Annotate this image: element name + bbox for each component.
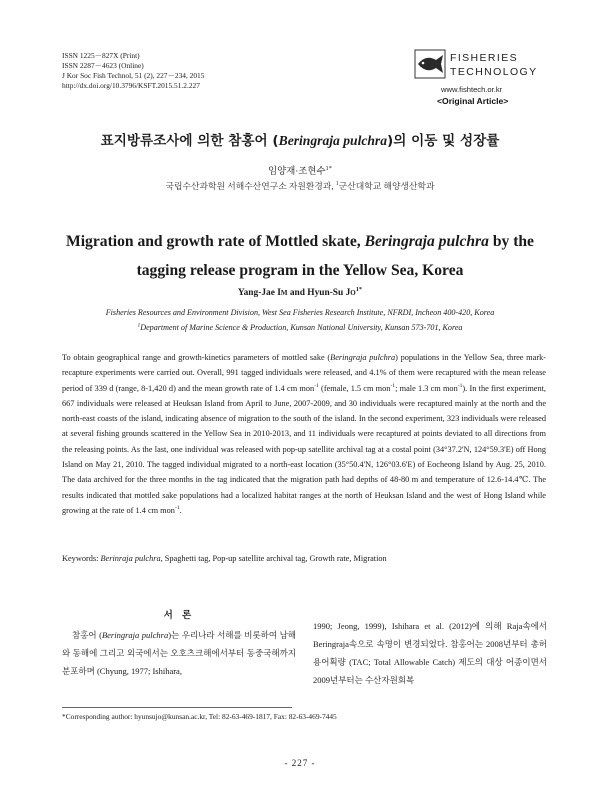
intro-p1-pre: 참홍어 ( <box>72 630 102 640</box>
english-author-2-sup: 1* <box>355 285 363 293</box>
korean-authors <box>0 163 600 177</box>
abstract <box>62 350 546 518</box>
korean-affiliations <box>0 179 600 192</box>
english-author-1-given: Yang-Jae <box>237 288 278 298</box>
abstract-s4: ; male 1.3 cm mon <box>395 383 458 393</box>
abstract-species: Beringraja pulchra <box>330 353 396 362</box>
intro-heading: 서 론 <box>163 610 195 621</box>
korean-aff-2-sup: 1 <box>335 181 339 188</box>
doi-link[interactable]: http://dx.doi.org/10.3796/KSFT.2015.51.2.227 <box>62 81 200 90</box>
keywords-label: Keywords: <box>62 554 101 563</box>
intro-right-column: 1990; Jeong, 1999), Ishihara et al. (2012)에 의해 Raja속에서 Beringraja속으로 속명이 변경되었다. 참홍어는 2008년부터 총허용어획량 (TAC; Total Allowable Catch) 제도의 대상 어종이면서 2009년부터는 수산자원회복 <box>313 621 547 685</box>
korean-title-post: )의 이동 및 성장률 <box>387 133 500 149</box>
abstract-s3: (female, 1.5 cm mon <box>318 383 391 393</box>
korean-title-pre: 표지방류조사에 의한 참홍어 ( <box>100 133 279 149</box>
korean-title <box>0 129 600 149</box>
keywords <box>62 554 546 563</box>
english-author-2-given: Hyun-Su <box>307 288 346 298</box>
author-separator: · <box>295 167 299 177</box>
keywords-species: Berinraja pulchra <box>100 554 161 563</box>
abstract-sup-d: -1 <box>174 505 180 512</box>
english-aff-2: Department of Marine Science & Production, Kunsan National University, Kunsan 573-701, Korea <box>140 323 463 332</box>
korean-author-2: 조현수 <box>298 167 326 177</box>
english-title <box>40 227 560 285</box>
intro-left-column <box>62 607 296 680</box>
english-author-1-family: Im <box>277 288 288 298</box>
journal-website[interactable]: www.fishtech.or.kr <box>441 85 503 94</box>
korean-title-species: Beringraja pulchra <box>278 133 388 148</box>
english-aff-2-line <box>0 320 600 335</box>
footnote: *Corresponding author: hyunsujo@kunsan.ac.kr, Tel: 82-63-469-1817, Fax: 82-63-469-7445 <box>62 712 337 721</box>
abstract-sup-b: -1 <box>390 382 396 389</box>
intro-paragraph-1 <box>62 626 296 680</box>
abstract-s1: To obtain geographical range and growth-kinetics parameters of mottled sake ( <box>62 353 331 362</box>
abstract-s5: ). In the first experiment, 667 individuals were released at Heuksan Island from April to June, 2007-2009, and 30 individuals were recaptured mainly at the north and the north-east coasts of the island, indicating absence of migration to the south of the island. In the second experiment, 323 individuals were released at several fishing grounds scattered in the Yellow Sea in 2010-2013, and 11 individuals were recaptured at points deviated to all directions from the releasing points. As the last, one individual was released with pop-up satellite archival tag at a costal point (34°37.2'N, 124°59.3'E) off Hong Island on May 21, 2010. The tagged individual migrated to a north-east location (35°50.4'N, 126°03.6'E) of Eocheong Island by Aug. 25, 2010. The data archived for the three months in the tag indicated that the migration path had depths of 48-80 m and temperature of 12.6-14.4℃. The results indicated that mottled sake populations had a localized habitat ranges at the north of Heuksan Island and the west of Hong Island while growing at the rate of 1.4 cm mon <box>62 383 546 515</box>
journal-logo <box>414 47 540 81</box>
footnote-divider <box>62 707 292 708</box>
english-title-pre: Migration and growth rate of Mottled skate, <box>66 233 365 250</box>
english-author-2-family: Jo <box>345 288 356 298</box>
issn-print: ISSN 1225－827X (Print) <box>62 51 140 60</box>
english-authors <box>0 285 600 298</box>
korean-aff-2: 군산대학교 해양생산학과 <box>338 181 435 191</box>
article-type: <Original Article> <box>437 96 509 106</box>
english-aff-2-sup: 1 <box>137 322 141 329</box>
intro-p1-post: )는 우리나라 서해를 비롯하여 남해와 동해에 그리고 외국에서는 오호츠크해에서부터 동중국해까지 분포하며 (Chyung, 1977; Ishihara, <box>62 630 296 676</box>
english-affiliations <box>0 305 600 335</box>
abstract-sup-a: -1 <box>314 382 319 389</box>
fish-icon <box>414 49 446 79</box>
page-number: - 227 - <box>284 758 316 768</box>
abstract-s6: . <box>179 505 182 515</box>
korean-author-1: 임양재 <box>268 167 296 177</box>
english-title-post: by the tagging release program in the Yellow Sea, Korea <box>136 233 534 279</box>
english-aff-1: Fisheries Resources and Environment Division, West Sea Fisheries Research Institute, NFRDI, Incheon 400-420, Korea <box>105 308 495 317</box>
journal-info <box>62 51 204 91</box>
issn-online: ISSN 2287－4623 (Online) <box>62 61 144 70</box>
english-author-and: and <box>287 288 308 298</box>
logo-line-2: TECHNOLOGY <box>450 66 538 78</box>
intro-p1-species: Beringraja pulchra <box>101 630 169 640</box>
english-title-species: Beringraja pulchra <box>364 233 489 250</box>
abstract-sup-c: -1 <box>457 382 463 389</box>
korean-aff-1: 국립수산과학원 서해수산연구소 자원환경과, <box>165 181 336 191</box>
abstract-s2: ) populations in the Yellow Sea, three mark-recapture experiments were carried out. Overall, 991 tagged individuals were released, and 4.1% of them were recaptured with the mean release period of 339 d (range, 8-1,420 d) and the mean growth rate of 1.4 cm mon <box>62 353 546 393</box>
logo-line-1: FISHERIES <box>450 52 519 64</box>
korean-author-2-sup: 1* <box>325 164 332 172</box>
keywords-rest: , Spaghetti tag, Pop-up satellite archival tag, Growth rate, Migration <box>160 554 387 563</box>
journal-citation: J Kor Soc Fish Technol, 51 (2), 227－234, 2015 <box>62 71 205 80</box>
